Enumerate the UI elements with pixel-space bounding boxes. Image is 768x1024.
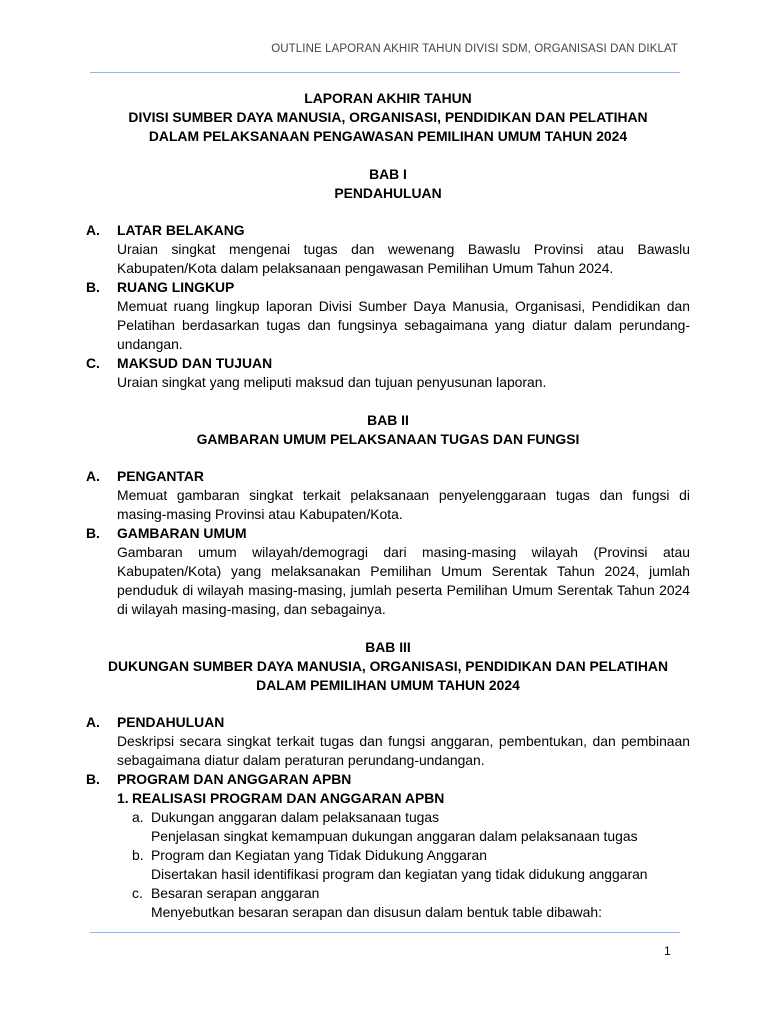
- item-description: Disertakan hasil identifikasi program dan kegiatan yang tidak didukung anggaran: [151, 866, 648, 882]
- page-number: 1: [664, 944, 671, 958]
- subsection-heading: REALISASI PROGRAM DAN ANGGARAN APBN: [132, 790, 445, 806]
- bab2-title: GAMBARAN UMUM PELAKSANAAN TUGAS DAN FUNGSI: [196, 431, 580, 447]
- subsection-label: 1.: [117, 790, 129, 806]
- bab2-section-b-text: Gambaran umum wilayah/demogragi dari masing-masing wilayah (Provinsi atau Kabupaten/Kota) yang melaksanakan Pemilihan Umum Serentak Tahun 2024, jumlah penduduk di wilayah masing-masing, jumlah peserta Pemilihan Umum Serentak Tahun 2024 di wilayah masing-masing, dan sebagainya.: [117, 544, 690, 617]
- bab1-number: BAB I: [369, 166, 407, 182]
- document-body: [86, 89, 690, 922]
- item-description: Penjelasan singkat kemampuan dukungan anggaran dalam pelaksanaan tugas: [151, 828, 638, 844]
- section-label: A.: [86, 222, 100, 238]
- bab3-title-line1: DUKUNGAN SUMBER DAYA MANUSIA, ORGANISASI, PENDIDIKAN DAN PELATIHAN: [107, 658, 669, 674]
- list-item-c: [132, 884, 690, 903]
- bab1-section-c-text: Uraian singkat yang meliputi maksud dan tujuan penyusunan laporan.: [117, 374, 547, 390]
- section-heading: GAMBARAN UMUM: [117, 525, 247, 541]
- bab2-section-a-text: Memuat gambaran singkat terkait pelaksanaan penyelenggaraan tugas dan fungsi di masing-masing Provinsi atau Kabupaten/Kota.: [117, 487, 690, 522]
- item-label: b.: [132, 847, 144, 863]
- section-heading: PENDAHULUAN: [117, 714, 225, 730]
- bab1-section-b-heading: [86, 278, 690, 297]
- item-label: c.: [132, 885, 143, 901]
- bab2-number: BAB II: [367, 412, 409, 428]
- item-title: Program dan Kegiatan yang Tidak Didukung Anggaran: [151, 847, 487, 863]
- running-header: OUTLINE LAPORAN AKHIR TAHUN DIVISI SDM, ORGANISASI DAN DIKLAT: [271, 43, 678, 55]
- section-heading: MAKSUD DAN TUJUAN: [117, 355, 273, 371]
- bab3-number: BAB III: [365, 639, 411, 655]
- doc-title-line3: DALAM PELAKSANAAN PENGAWASAN PEMILIHAN UMUM TAHUN 2024: [148, 128, 628, 144]
- section-label: C.: [86, 355, 100, 371]
- bab1-title: PENDAHULUAN: [334, 185, 442, 201]
- bab3-section-b-heading: [86, 770, 690, 789]
- section-label: B.: [86, 771, 100, 787]
- section-heading: LATAR BELAKANG: [117, 222, 245, 238]
- bab2-section-a-heading: [86, 467, 690, 486]
- bab3-section-a-text: Deskripsi secara singkat terkait tugas dan fungsi anggaran, pembentukan, dan pembinaan sebagaimana diatur dalam peraturan perundang-undangan.: [117, 733, 690, 768]
- section-heading: RUANG LINGKUP: [117, 279, 235, 295]
- item-description: Menyebutkan besaran serapan dan disusun dalam bentuk table dibawah:: [151, 904, 602, 920]
- bab1-section-a-text: Uraian singkat mengenai tugas dan wewenang Bawaslu Provinsi atau Bawaslu Kabupaten/Kota dalam pelaksanaan pengawasan Pemilihan Umum Tahun 2024.: [117, 241, 690, 276]
- list-item-b: [132, 846, 690, 865]
- footer-divider: [90, 932, 680, 933]
- bab1-section-c-heading: [86, 354, 690, 373]
- item-title: Besaran serapan anggaran: [151, 885, 320, 901]
- doc-title-line1: LAPORAN AKHIR TAHUN: [304, 90, 472, 106]
- bab3-title-line2: DALAM PEMILIHAN UMUM TAHUN 2024: [256, 677, 520, 693]
- bab3-section-a-heading: [86, 713, 690, 732]
- bab1-section-b-text: Memuat ruang lingkup laporan Divisi Sumber Daya Manusia, Organisasi, Pendidikan dan Pelatihan berdasarkan tugas dan fungsinya sebagaimana yang diatur dalam perundang-undangan.: [117, 298, 690, 352]
- list-item-a: [132, 808, 690, 827]
- header-divider: [90, 72, 680, 73]
- bab1-section-a-heading: [86, 221, 690, 240]
- bab3-subsection-1-heading: [117, 789, 690, 808]
- bab2-section-b-heading: [86, 524, 690, 543]
- section-label: B.: [86, 279, 100, 295]
- item-title: Dukungan anggaran dalam pelaksanaan tugas: [151, 809, 440, 825]
- section-label: A.: [86, 468, 100, 484]
- section-label: B.: [86, 525, 100, 541]
- section-heading: PROGRAM DAN ANGGARAN APBN: [117, 771, 352, 787]
- doc-title-line2: DIVISI SUMBER DAYA MANUSIA, ORGANISASI, PENDIDIKAN DAN PELATIHAN: [128, 109, 648, 125]
- section-heading: PENGANTAR: [117, 468, 204, 484]
- section-label: A.: [86, 714, 100, 730]
- item-label: a.: [132, 809, 144, 825]
